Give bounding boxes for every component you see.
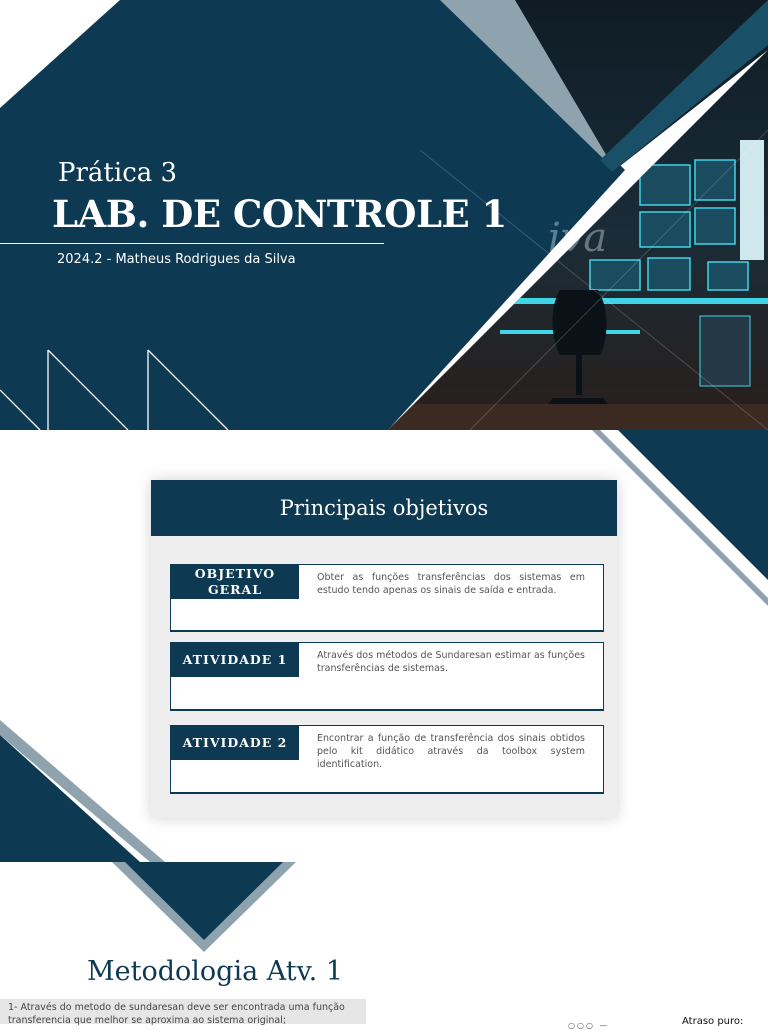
objective-text: Obter as funções transferências dos sistemas em estudo tendo apenas os sinais de saída e entrada.	[317, 572, 585, 597]
page-title: LAB. DE CONTROLE 1	[52, 192, 507, 236]
practice-number: Prática 3	[58, 158, 178, 188]
objective-general	[170, 564, 604, 632]
methodology-title: Metodologia Atv. 1	[87, 956, 344, 987]
objectives-heading: Principais objetivos	[151, 480, 617, 536]
objective-tag: ATIVIDADE 2	[171, 726, 299, 760]
author-line: 2024.2 - Matheus Rodrigues da Silva	[57, 252, 296, 267]
objectives-slide	[0, 430, 768, 862]
objective-activity-2	[170, 725, 604, 794]
objective-text: Encontrar a função de transferência dos sinais obtidos pelo kit didático através da toolbox system identification.	[317, 733, 585, 771]
objective-tag: OBJETIVO GERAL	[171, 565, 299, 599]
title-divider	[0, 243, 384, 244]
methodology-dots: ○○○ —	[568, 1021, 610, 1030]
watermark: iva	[548, 215, 608, 261]
methodology-slide	[0, 862, 768, 1030]
methodology-text: 1- Através do metodo de sundaresan deve ser encontrada uma função transferencia que melhor se aproxima ao sistema original;	[8, 1002, 345, 1026]
objective-text: Através dos métodos de Sundaresan estimar as funções transferências de sistemas.	[317, 650, 585, 675]
objective-activity-1	[170, 642, 604, 711]
methodology-aside: Atraso puro:	[682, 1016, 744, 1027]
objectives-card	[151, 480, 617, 818]
cover-slide	[0, 0, 768, 430]
objective-tag: ATIVIDADE 1	[171, 643, 299, 677]
